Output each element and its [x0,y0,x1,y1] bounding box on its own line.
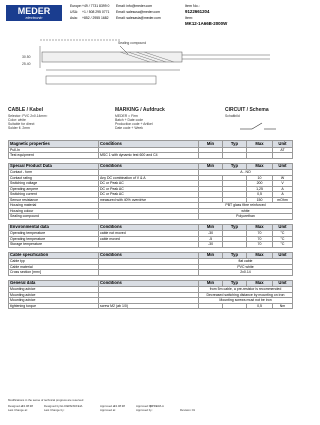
dim-label: 25.40 [22,62,31,66]
contact-list [70,3,161,21]
table-cell: Nm [273,303,293,309]
contact-email: Email: salesusa@meder.com [116,10,160,14]
header [0,0,300,38]
table-row [9,270,293,276]
table-cell [223,242,247,248]
item-info [185,4,227,28]
table-cell: Mounting advice [9,292,99,298]
table-cell: Mounting screws must not be iron [199,298,293,304]
table-cell: Test equipment [9,153,99,159]
footer-field: Approved by: [136,408,153,413]
column-header: Max [247,141,273,148]
table-cell [99,214,199,220]
table-cell: Cross section [mm²] [9,270,99,276]
contact-phone: +49 / 7731 8399 0 [82,4,110,8]
footer-field: Last Change by: [44,408,65,413]
footer-field [60,408,100,412]
table-cell: V [273,181,293,187]
footer-field: Last Change at: [8,408,28,413]
table-cell: white [199,208,293,214]
footer-field: Revision: [180,408,192,413]
item-no-label: Item No.: [185,4,200,8]
footer-field [22,408,44,412]
table-cell: -30 [199,242,223,248]
footer-field: GLO/EPE/M/FEIA [60,404,83,409]
table-cell: Decreased switching distance by mounting on iron [199,292,293,298]
cable-line: Solder fl. 2mm [8,126,30,130]
spec-table [8,252,293,276]
table-row [9,153,293,159]
table-cell: cable not moved [99,231,199,237]
table-cell: PBT glass fibre reinforced [199,203,293,209]
table-cell: DC or Peak AC [99,186,199,192]
column-header: Typ [223,163,247,170]
column-header: Typ [223,252,247,259]
column-header: Max [247,163,273,170]
table-cell [99,270,199,276]
column-header: Cable specification [9,252,99,259]
table-cell: MSC 1 with dynamic test 600 and C4 [99,153,199,159]
logo-text: MEDER [17,6,51,16]
cable-line: Suitable for direct [8,122,35,126]
table-cell: Housing colour [9,208,99,214]
table-cell: °C [273,242,293,248]
column-header: Max [247,252,273,259]
footer-field [114,408,136,412]
column-header: Unit [273,280,293,287]
table-cell: 70 [247,236,273,242]
table-row [9,242,293,248]
table-cell: cable moved [99,236,199,242]
modifications-note: Modifications in the sense of technical progress are reserved [8,398,84,402]
column-header: Unit [273,252,293,259]
column-header: Typ [223,224,247,231]
table-cell: tightening torque [9,303,99,309]
footer-field: BPRER/LA [150,404,164,409]
spec-table [8,280,293,310]
contact-email: Email: info@meder.com [116,4,153,8]
marking-line: Production code + Artikel [115,122,153,126]
table-cell: 0,5 [247,192,273,198]
table-cell [223,303,247,309]
table-cell: Cable material [9,264,99,270]
table-cell: °C [273,236,293,242]
column-header: Max [247,280,273,287]
table-cell: DC or Peak AC [99,192,199,198]
item-label: Item: [185,15,193,20]
cable-title: CABLE / Kabel [8,107,44,113]
logo-subtitle: electronic [25,15,43,20]
footer-field: Approved at: [100,404,116,409]
table-cell: Switching voltage [9,181,99,187]
contact-region: Europe: [70,4,82,8]
contact-row [70,15,161,21]
table-cell [273,153,293,159]
table-cell: Housing material [9,203,99,209]
contact-phone: +852 / 2955 1682 [82,16,109,20]
column-header: Typ [223,141,247,148]
technical-drawing [0,34,300,139]
column-header: Conditions [99,224,199,231]
spec-tables [8,140,292,313]
table-row [9,214,293,220]
table-cell: 10 [247,175,273,181]
footer-field: Approved by: [136,404,153,409]
table-cell: Pull-In [9,147,99,153]
marking-title: MARKING / Aufdruck [115,107,165,113]
table-cell: -30 [199,231,223,237]
table-cell [199,303,223,309]
footer-field: Designed by: [44,404,61,409]
column-header: General data [9,280,99,287]
cable-line: Color: white [8,118,26,122]
table-cell: A - NO [199,170,293,176]
marking-line: MEDER = Firm [115,114,138,118]
table-cell [247,153,273,159]
table-cell [223,153,247,159]
column-header: Min [199,252,223,259]
table-cell: Cable typ [9,259,99,265]
footer-field: Designed at: [8,404,24,409]
table-cell: Any DC combination of V & A [99,175,199,181]
circuit-line: Schaltbild [225,114,240,118]
contact-phone: +1 / 508 295 0771 [82,10,110,14]
table-cell: Contact - form [9,170,99,176]
table-cell: DC or Peak AC [99,181,199,187]
footer [8,398,292,413]
footer-field: 01 [192,408,196,413]
sealing-label: Sealing compound [118,41,147,45]
table-cell [99,242,199,248]
column-header: Unit [273,141,293,148]
table-cell: Polyurethan [199,214,293,220]
table-cell: 150 [247,197,273,203]
column-header: Typ [223,280,247,287]
marking-line: Date code + Week [115,126,143,130]
table-cell: 2x0.14 [199,270,293,276]
column-header: Special Product Data [9,163,99,170]
table-cell: Operating temperature [9,236,99,242]
table-cell: Sealing compound [9,214,99,220]
spec-table [8,224,293,248]
column-header: Environmental data [9,224,99,231]
column-header: Conditions [99,163,199,170]
column-header: Unit [273,163,293,170]
marking-line: Batch + Date code [115,118,143,122]
table-cell: flat cable [199,259,293,265]
table-cell: 1,25 [247,186,273,192]
footer-row [8,408,292,412]
column-header: Min [199,224,223,231]
column-header: Min [199,163,223,170]
column-header: Magnetic properties [9,141,99,148]
item-no: 9122661204 [185,9,210,15]
table-cell: °C [273,231,293,237]
table-cell: 70 [247,242,273,248]
table-cell: PVC white [199,264,293,270]
table-cell: AT [273,147,293,153]
table-cell: Contact rating [9,175,99,181]
table-cell: 70 [247,231,273,237]
table-cell: Operating temperature [9,231,99,237]
column-header: Unit [273,224,293,231]
table-cell: Storage temperature [9,242,99,248]
item-value: MK12-1A66B-2000W [185,21,228,27]
footer-field: 13.08.98 [22,404,33,409]
table-cell: Switching current [9,192,99,198]
table-cell: Mounting advice [9,287,99,293]
contact-email: Email: salesasia@meder.com [116,16,161,20]
spec-table [8,163,293,220]
contact-region: USA: [70,10,78,14]
table-cell: screw M2 (ab 1/0) [99,303,199,309]
dim-label: 30.50 [22,55,31,59]
table-cell: -5 [199,236,223,242]
table-cell: Mounting advice [9,298,99,304]
table-cell: A [273,192,293,198]
meder-logo [6,5,62,21]
footer-field [150,408,180,412]
table-cell: mOhm [273,197,293,203]
cable-line: Selector: PVC 2x0.14mm² [8,114,48,118]
circuit-title: CIRCUIT / Schema [225,107,269,113]
contact-region: Asia: [70,16,78,20]
column-header: Min [199,280,223,287]
table-cell: A [273,186,293,192]
column-header: Conditions [99,280,199,287]
table-cell: 200 [247,181,273,187]
column-header: Min [199,141,223,148]
spec-table [8,140,293,159]
footer-field: Approved at: [100,408,116,413]
column-header: Max [247,224,273,231]
circuit-symbol-icon [238,119,278,133]
column-header: Conditions [99,141,199,148]
footer-field: 13.08.98 [114,404,125,409]
table-cell: measured with 40% overdrive [99,197,199,203]
table-cell [199,153,223,159]
column-header: Conditions [99,252,199,259]
table-cell: W [273,175,293,181]
table-cell: from 5m cable, a pre-resistor is recommended [199,287,293,293]
table-cell: Operating ampere [9,186,99,192]
table-cell: 0,5 [247,303,273,309]
table-cell: Sensor resistance [9,197,99,203]
table-row [9,303,293,309]
